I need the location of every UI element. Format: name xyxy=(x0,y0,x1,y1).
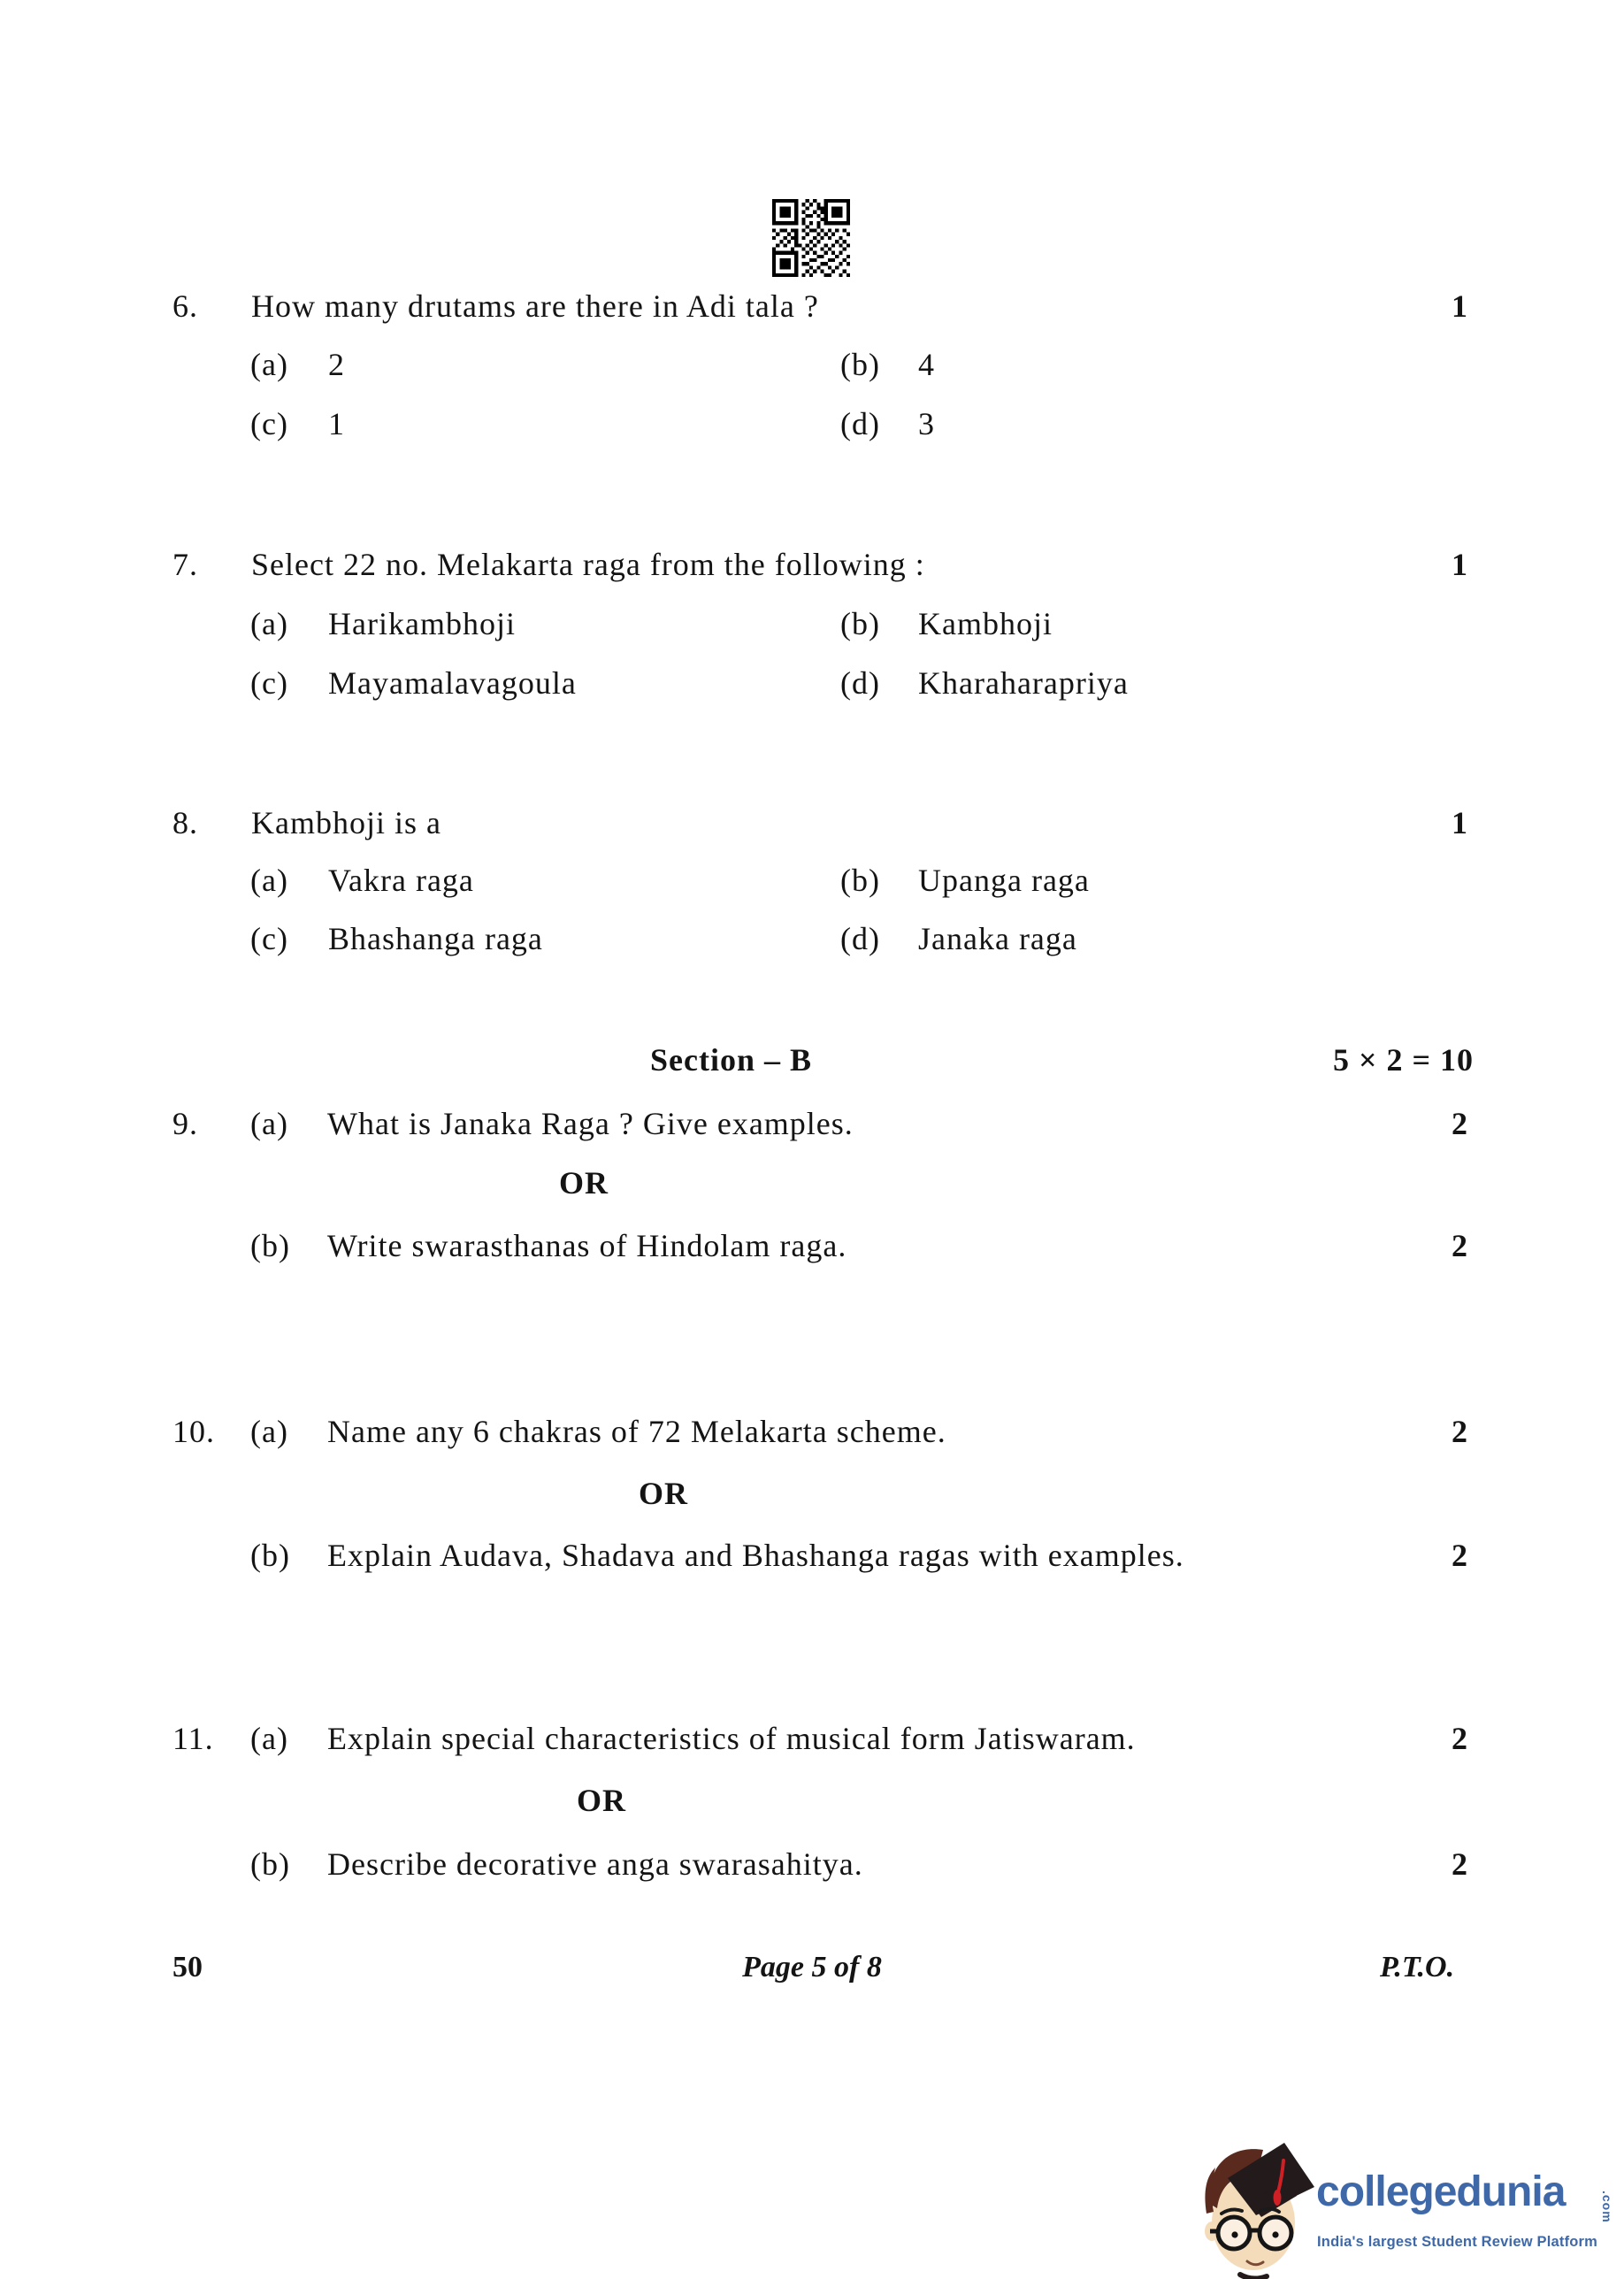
option-label: (d) xyxy=(840,921,880,956)
question-number: 10. xyxy=(172,1414,215,1449)
section-marks-scheme: 5 × 2 = 10 xyxy=(1332,1042,1474,1078)
brand-tagline: India's largest Student Review Platform xyxy=(1317,2234,1598,2250)
part-marks: 2 xyxy=(1452,1721,1468,1756)
brand-tld: .com xyxy=(1600,2191,1614,2223)
or-separator: OR xyxy=(577,1783,626,1818)
option-text: 4 xyxy=(918,347,935,382)
part-text: Name any 6 chakras of 72 Melakarta scheme. xyxy=(327,1414,946,1449)
option-text: Bhashanga raga xyxy=(328,921,543,956)
option-text: Kharaharapriya xyxy=(918,665,1129,701)
option-text: Janaka raga xyxy=(918,921,1077,956)
qr-code-icon xyxy=(770,199,852,277)
or-separator: OR xyxy=(639,1476,688,1511)
part-text: Explain special characteristics of musical form Jatiswaram. xyxy=(327,1721,1136,1756)
option-text: 1 xyxy=(328,406,345,441)
option-label: (a) xyxy=(250,606,288,641)
part-label: (a) xyxy=(250,1414,288,1449)
question-text: How many drutams are there in Adi tala ? xyxy=(251,288,819,324)
part-text: Describe decorative anga swarasahitya. xyxy=(327,1846,863,1882)
option-text: 3 xyxy=(918,406,935,441)
option-label: (a) xyxy=(250,863,288,898)
option-label: (b) xyxy=(840,606,880,641)
part-marks: 2 xyxy=(1452,1538,1468,1573)
option-label: (b) xyxy=(840,347,880,382)
option-label: (a) xyxy=(250,347,288,382)
question-number: 9. xyxy=(172,1106,198,1141)
part-marks: 2 xyxy=(1452,1846,1468,1882)
question-text: Select 22 no. Melakarta raga from the following : xyxy=(251,547,925,582)
question-marks: 1 xyxy=(1452,805,1468,840)
part-label: (b) xyxy=(250,1228,290,1263)
option-text: Vakra raga xyxy=(328,863,474,898)
option-text: Harikambhoji xyxy=(328,606,516,641)
page-indicator: Page 5 of 8 xyxy=(742,1951,882,1984)
option-label: (d) xyxy=(840,665,880,701)
or-separator: OR xyxy=(559,1165,609,1201)
question-marks: 1 xyxy=(1452,288,1468,324)
part-label: (a) xyxy=(250,1106,288,1141)
option-label: (b) xyxy=(840,863,880,898)
pto-label: P.T.O. xyxy=(1380,1951,1455,1984)
part-marks: 2 xyxy=(1452,1106,1468,1141)
option-text: Mayamalavagoula xyxy=(328,665,577,701)
question-text: Kambhoji is a xyxy=(251,805,441,840)
part-marks: 2 xyxy=(1452,1228,1468,1263)
option-label: (c) xyxy=(250,665,288,701)
option-text: Upanga raga xyxy=(918,863,1090,898)
question-number: 8. xyxy=(172,805,198,840)
brand-text: collegedunia xyxy=(1316,2168,1566,2215)
option-text: Kambhoji xyxy=(918,606,1053,641)
option-label: (d) xyxy=(840,406,880,441)
part-text: Explain Audava, Shadava and Bhashanga ragas with examples. xyxy=(327,1538,1184,1573)
part-label: (b) xyxy=(250,1538,290,1573)
collegedunia-mascot-icon xyxy=(1198,2137,1314,2279)
question-number: 11. xyxy=(172,1721,214,1756)
option-label: (c) xyxy=(250,406,288,441)
part-label: (b) xyxy=(250,1846,290,1882)
part-label: (a) xyxy=(250,1721,288,1756)
collegedunia-logo xyxy=(1182,2122,1624,2279)
option-label: (c) xyxy=(250,921,288,956)
option-text: 2 xyxy=(328,347,345,382)
paper-code: 50 xyxy=(172,1951,203,1984)
part-marks: 2 xyxy=(1452,1414,1468,1449)
section-title: Section – B xyxy=(650,1042,813,1078)
part-text: What is Janaka Raga ? Give examples. xyxy=(327,1106,854,1141)
question-marks: 1 xyxy=(1452,547,1468,582)
part-text: Write swarasthanas of Hindolam raga. xyxy=(327,1228,847,1263)
question-number: 6. xyxy=(172,288,198,324)
question-number: 7. xyxy=(172,547,198,582)
